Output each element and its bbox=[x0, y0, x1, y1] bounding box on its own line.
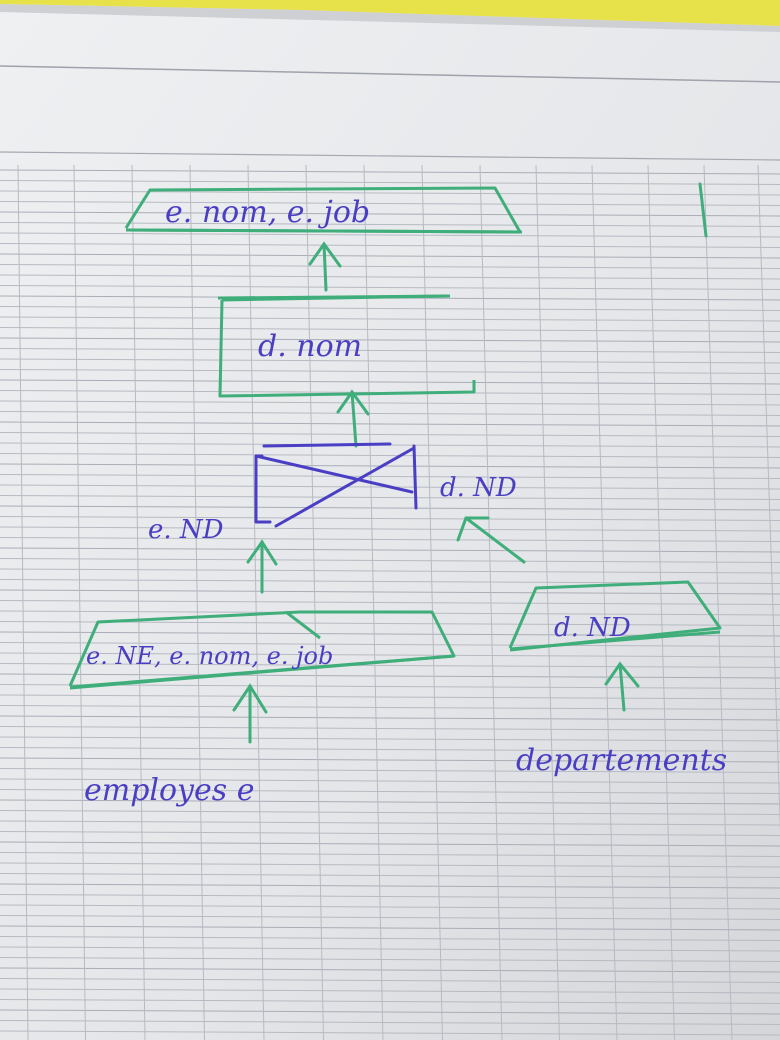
join-top-bar bbox=[264, 444, 390, 446]
right-projection-label: d. ND bbox=[554, 613, 631, 643]
join-right-edge bbox=[414, 446, 416, 508]
top-projection-label: e. nom, e. job bbox=[165, 195, 371, 230]
source-left-table: employes e bbox=[84, 773, 255, 808]
left-projection-label: e. NE, e. nom, e. job bbox=[86, 642, 334, 670]
join-right-attr: d. ND bbox=[440, 473, 517, 503]
selection-label: d. nom bbox=[258, 329, 363, 364]
top-projection-underline bbox=[126, 230, 522, 232]
selection-top-edge bbox=[218, 296, 450, 298]
join-left-attr: e. ND bbox=[148, 515, 224, 545]
source-right-table: departements bbox=[516, 743, 728, 778]
